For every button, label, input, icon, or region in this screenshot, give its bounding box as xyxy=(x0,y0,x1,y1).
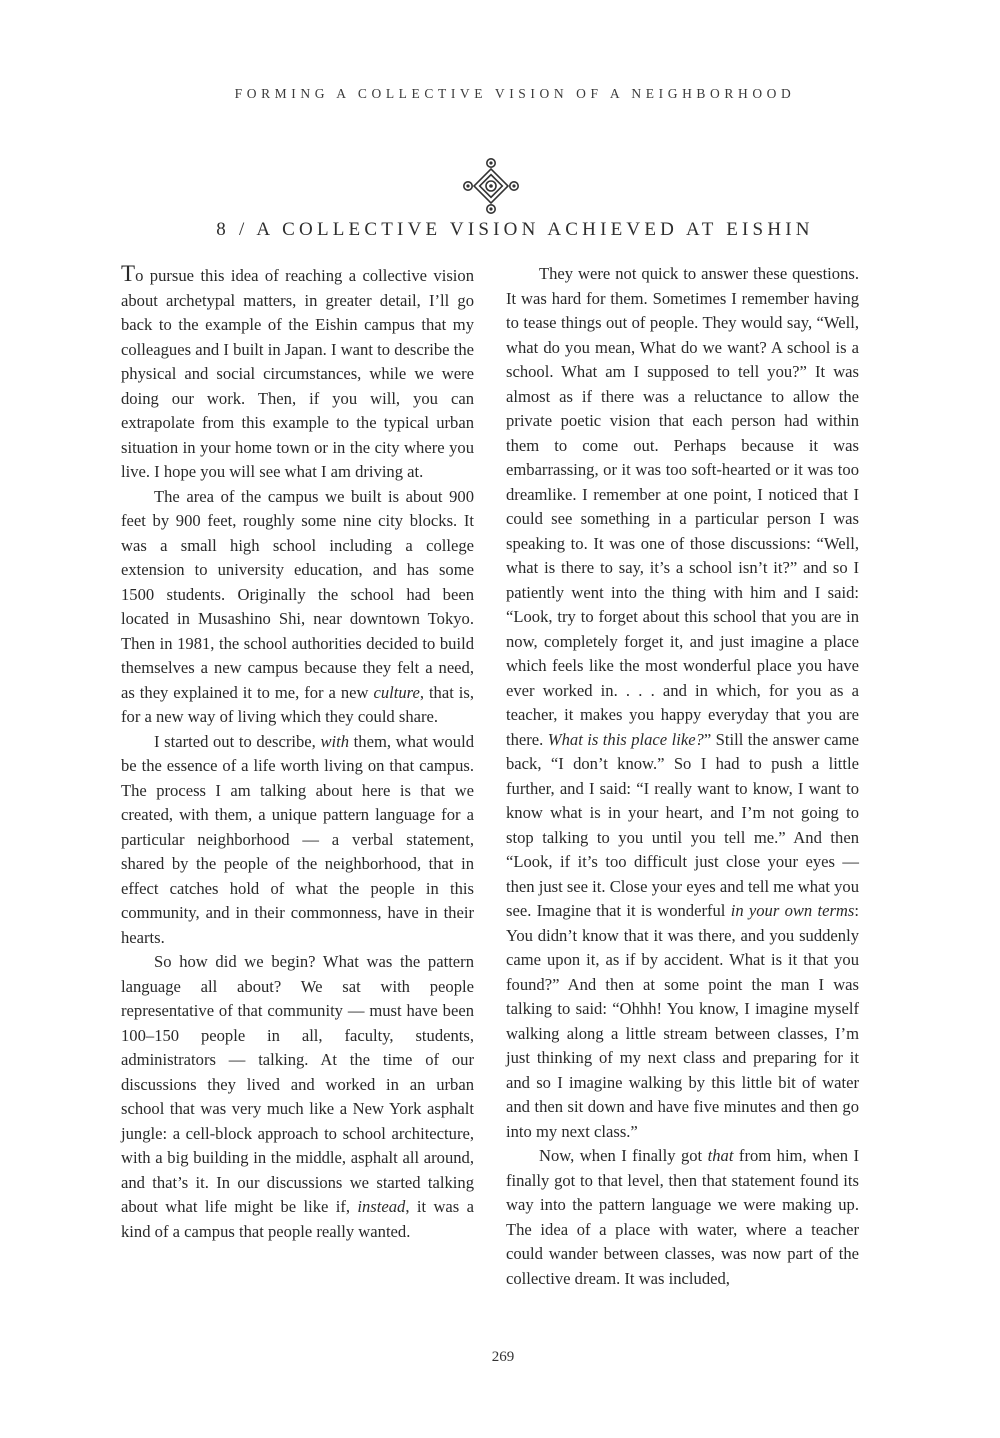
text-run: them, what would be the essence of a life worth living on that campus. The process I am talking about here is that we created, with them, a unique pattern language for a particular neighborhood — a verbal statement, shared by the people of the neighborhood, that in effect catches hold of what the people in this community, and in their commonness, have in their hearts. xyxy=(121,731,475,947)
paragraph xyxy=(121,485,474,730)
text-run: : You didn’t know that it was there, and you suddenly came upon it, as if by accident. What is it that you found?” And then at some point the man I was talking to said: “Ohhh! You know, I imagine myself walking along a little stream between classes, I’m just thinking of my next class and preparing for it and so I imagine walking by this little bit of water and then sit down and have five minutes and then go into my next class.” xyxy=(506,901,859,1141)
paragraph xyxy=(506,262,859,1144)
italic-text: that xyxy=(707,1146,734,1165)
text-run: The area of the campus we built is about 900 feet by 900 feet, roughly some nine city blocks. It was a small high school including a college extension to university education, and has some 1500 students. Originally the school had been located in Musashino Shi, near downtown Tokyo. Then in 1981, the school authorities decided to build themselves a new campus because they felt a need, as they explained it to me, for a new xyxy=(121,486,474,702)
italic-text: in your own terms xyxy=(730,901,855,920)
text-run: I started out to describe, xyxy=(154,731,321,751)
running-head: FORMING A COLLECTIVE VISION OF A NEIGHBORHOOD xyxy=(234,86,796,101)
italic-text: instead xyxy=(357,1197,406,1216)
text-run: They were not quick to answer these questions. It was hard for them. Sometimes I remember having to tease things out of people. They would say, “Well, what do you mean, What do we want? A school is a school. What am I supposed to tell you?” It was almost as if there was a reluctance to allow the private poetic vision that each person had within them to come out. Perhaps because it was embarrassing, or it was too soft-hearted or it was too dreamlike. I remember at one point, I noticed that I could see something in a particular person I was speaking to. It was one of those discussions: “Well, what is there to say, it’s a school isn’t it?” and so I patiently went into the thing with him and I said: “Look, try to forget about this school that you are in now, completely forget it, and just imagine a place which feels like the most wonderful place you have ever worked in. . . . and in which, for you as a teacher, it makes you happy everyday that you are there. xyxy=(506,264,859,749)
italic-text: with xyxy=(320,731,350,751)
italic-text: culture xyxy=(373,682,420,702)
paragraph xyxy=(121,262,474,485)
italic-text: What is this place like? xyxy=(547,729,704,749)
text-run: To pursue this idea of reaching a collective vision about archetypal matters, in greater detail, I’ll go back to the example of the Eishin campus that my colleagues and I built in Japan. I want to describe the physical and social circumstances, while we were doing our work. Then, if you will, you can extrapolate from this example to the typical urban situation in your home town or in the city where you live. I hope you will see what I am driving at. xyxy=(121,261,474,481)
text-run: , that is, for a new way of living which they could share. xyxy=(121,682,475,726)
text-run: from him, when I finally got to that level, then that statement found its way into the pattern language we were making up. The idea of a place with water, where a teacher could wander between classes, was now part of the collective dream. It was included, xyxy=(506,1146,859,1288)
text-run: ” Still the answer came back, “I don’t know.” So I had to push a little further, and I said: “I really want to know, I want to know what is in your heart, and I’m not going to stop talking to you until you tell me.” And then “Look, if it’s too difficult just close your eyes — then just see it. Close your eyes and tell me what you see. Imagine that it is wonderful xyxy=(506,729,860,920)
left-text-column xyxy=(121,262,474,1244)
text-run: Now, when I finally got xyxy=(539,1146,708,1165)
paragraph xyxy=(121,730,474,951)
quatrefoil-ornament-icon xyxy=(463,158,519,214)
right-text-column xyxy=(506,262,859,1291)
chapter-title: 8 / A COLLECTIVE VISION ACHIEVED AT EISHIN xyxy=(216,219,814,240)
paragraph xyxy=(506,1144,859,1291)
text-run: , it was a kind of a campus that people really wanted. xyxy=(121,1197,474,1241)
paragraph xyxy=(121,950,474,1244)
text-run: So how did we begin? What was the pattern language all about? We sat with people representative of that community — must have been 100–150 people in all, faculty, students, administrators — talking. At the time of our discussions they lived and worked in an urban school that was very much like a New York asphalt jungle: a cell-block approach to school architecture, with a big building in the middle, asphalt all around, and that’s it. In our discussions we started talking about what life might be like if, xyxy=(121,952,474,1216)
page-number: 269 xyxy=(491,1349,515,1365)
